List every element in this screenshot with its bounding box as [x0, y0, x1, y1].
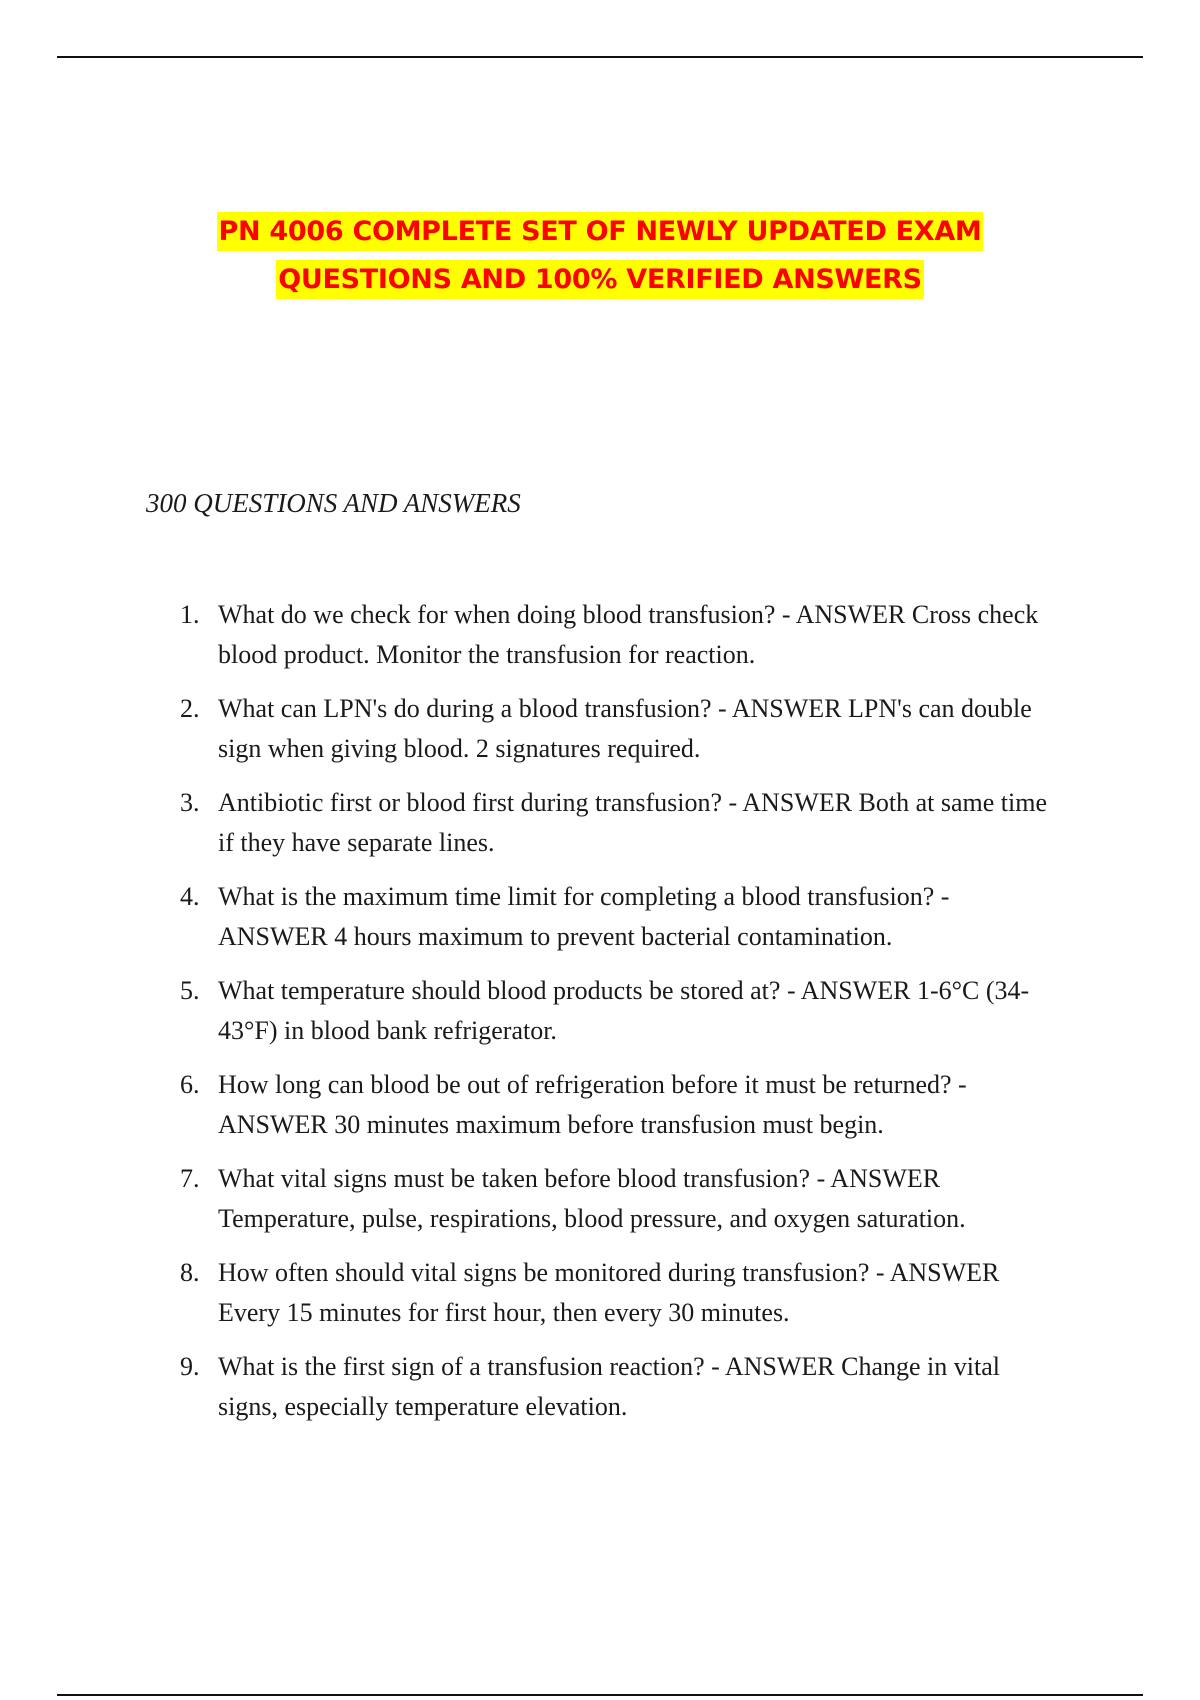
- question-number: 4.: [180, 882, 200, 911]
- title-line-2: [0, 256, 1200, 304]
- subtitle: 300 QUESTIONS AND ANSWERS: [146, 488, 521, 518]
- question-list: [180, 595, 1060, 1441]
- document-title: [0, 208, 1200, 304]
- question-text: What temperature should blood products be stored at? - ANSWER 1-6°C (34-43°F) in blood bank refrigerator.: [218, 976, 1030, 1045]
- top-rule: [57, 56, 1143, 58]
- question-item: [180, 877, 1060, 956]
- question-text: What is the first sign of a transfusion reaction? - ANSWER Change in vital signs, especially temperature elevation.: [218, 1352, 1000, 1421]
- title-line-1: [0, 208, 1200, 256]
- question-text: How long can blood be out of refrigeration before it must be returned? - ANSWER 30 minutes maximum before transfusion must begin.: [218, 1070, 967, 1139]
- question-number: 5.: [180, 976, 200, 1005]
- question-number: 7.: [180, 1164, 200, 1193]
- question-text: How often should vital signs be monitored during transfusion? - ANSWER Every 15 minutes for first hour, then every 30 minutes.: [218, 1258, 1000, 1327]
- question-text: What vital signs must be taken before blood transfusion? - ANSWER Temperature, pulse, respirations, blood pressure, and oxygen saturation.: [218, 1164, 966, 1233]
- question-item: [180, 1347, 1060, 1426]
- question-item: [180, 1253, 1060, 1332]
- question-number: 8.: [180, 1258, 200, 1287]
- question-text: What is the maximum time limit for completing a blood transfusion? - ANSWER 4 hours maximum to prevent bacterial contamination.: [218, 882, 950, 951]
- question-text: Antibiotic first or blood first during transfusion? - ANSWER Both at same time if they have separate lines.: [218, 788, 1048, 857]
- question-item: [180, 1159, 1060, 1238]
- question-item: [180, 971, 1060, 1050]
- question-number: 2.: [180, 694, 200, 723]
- question-number: 3.: [180, 788, 200, 817]
- question-text: What do we check for when doing blood transfusion? - ANSWER Cross check blood product. Monitor the transfusion for reaction.: [218, 600, 1039, 669]
- question-item: [180, 1065, 1060, 1144]
- question-number: 6.: [180, 1070, 200, 1099]
- title-line-1-text: PN 4006 COMPLETE SET OF NEWLY UPDATED EXAM: [217, 212, 984, 251]
- question-text: What can LPN's do during a blood transfusion? - ANSWER LPN's can double sign when giving blood. 2 signatures required.: [218, 694, 1032, 763]
- question-number: 1.: [180, 600, 200, 629]
- bottom-rule: [57, 1694, 1143, 1696]
- question-item: [180, 595, 1060, 674]
- question-item: [180, 783, 1060, 862]
- title-line-2-text: QUESTIONS AND 100% VERIFIED ANSWERS: [276, 260, 924, 299]
- question-number: 9.: [180, 1352, 200, 1381]
- question-item: [180, 689, 1060, 768]
